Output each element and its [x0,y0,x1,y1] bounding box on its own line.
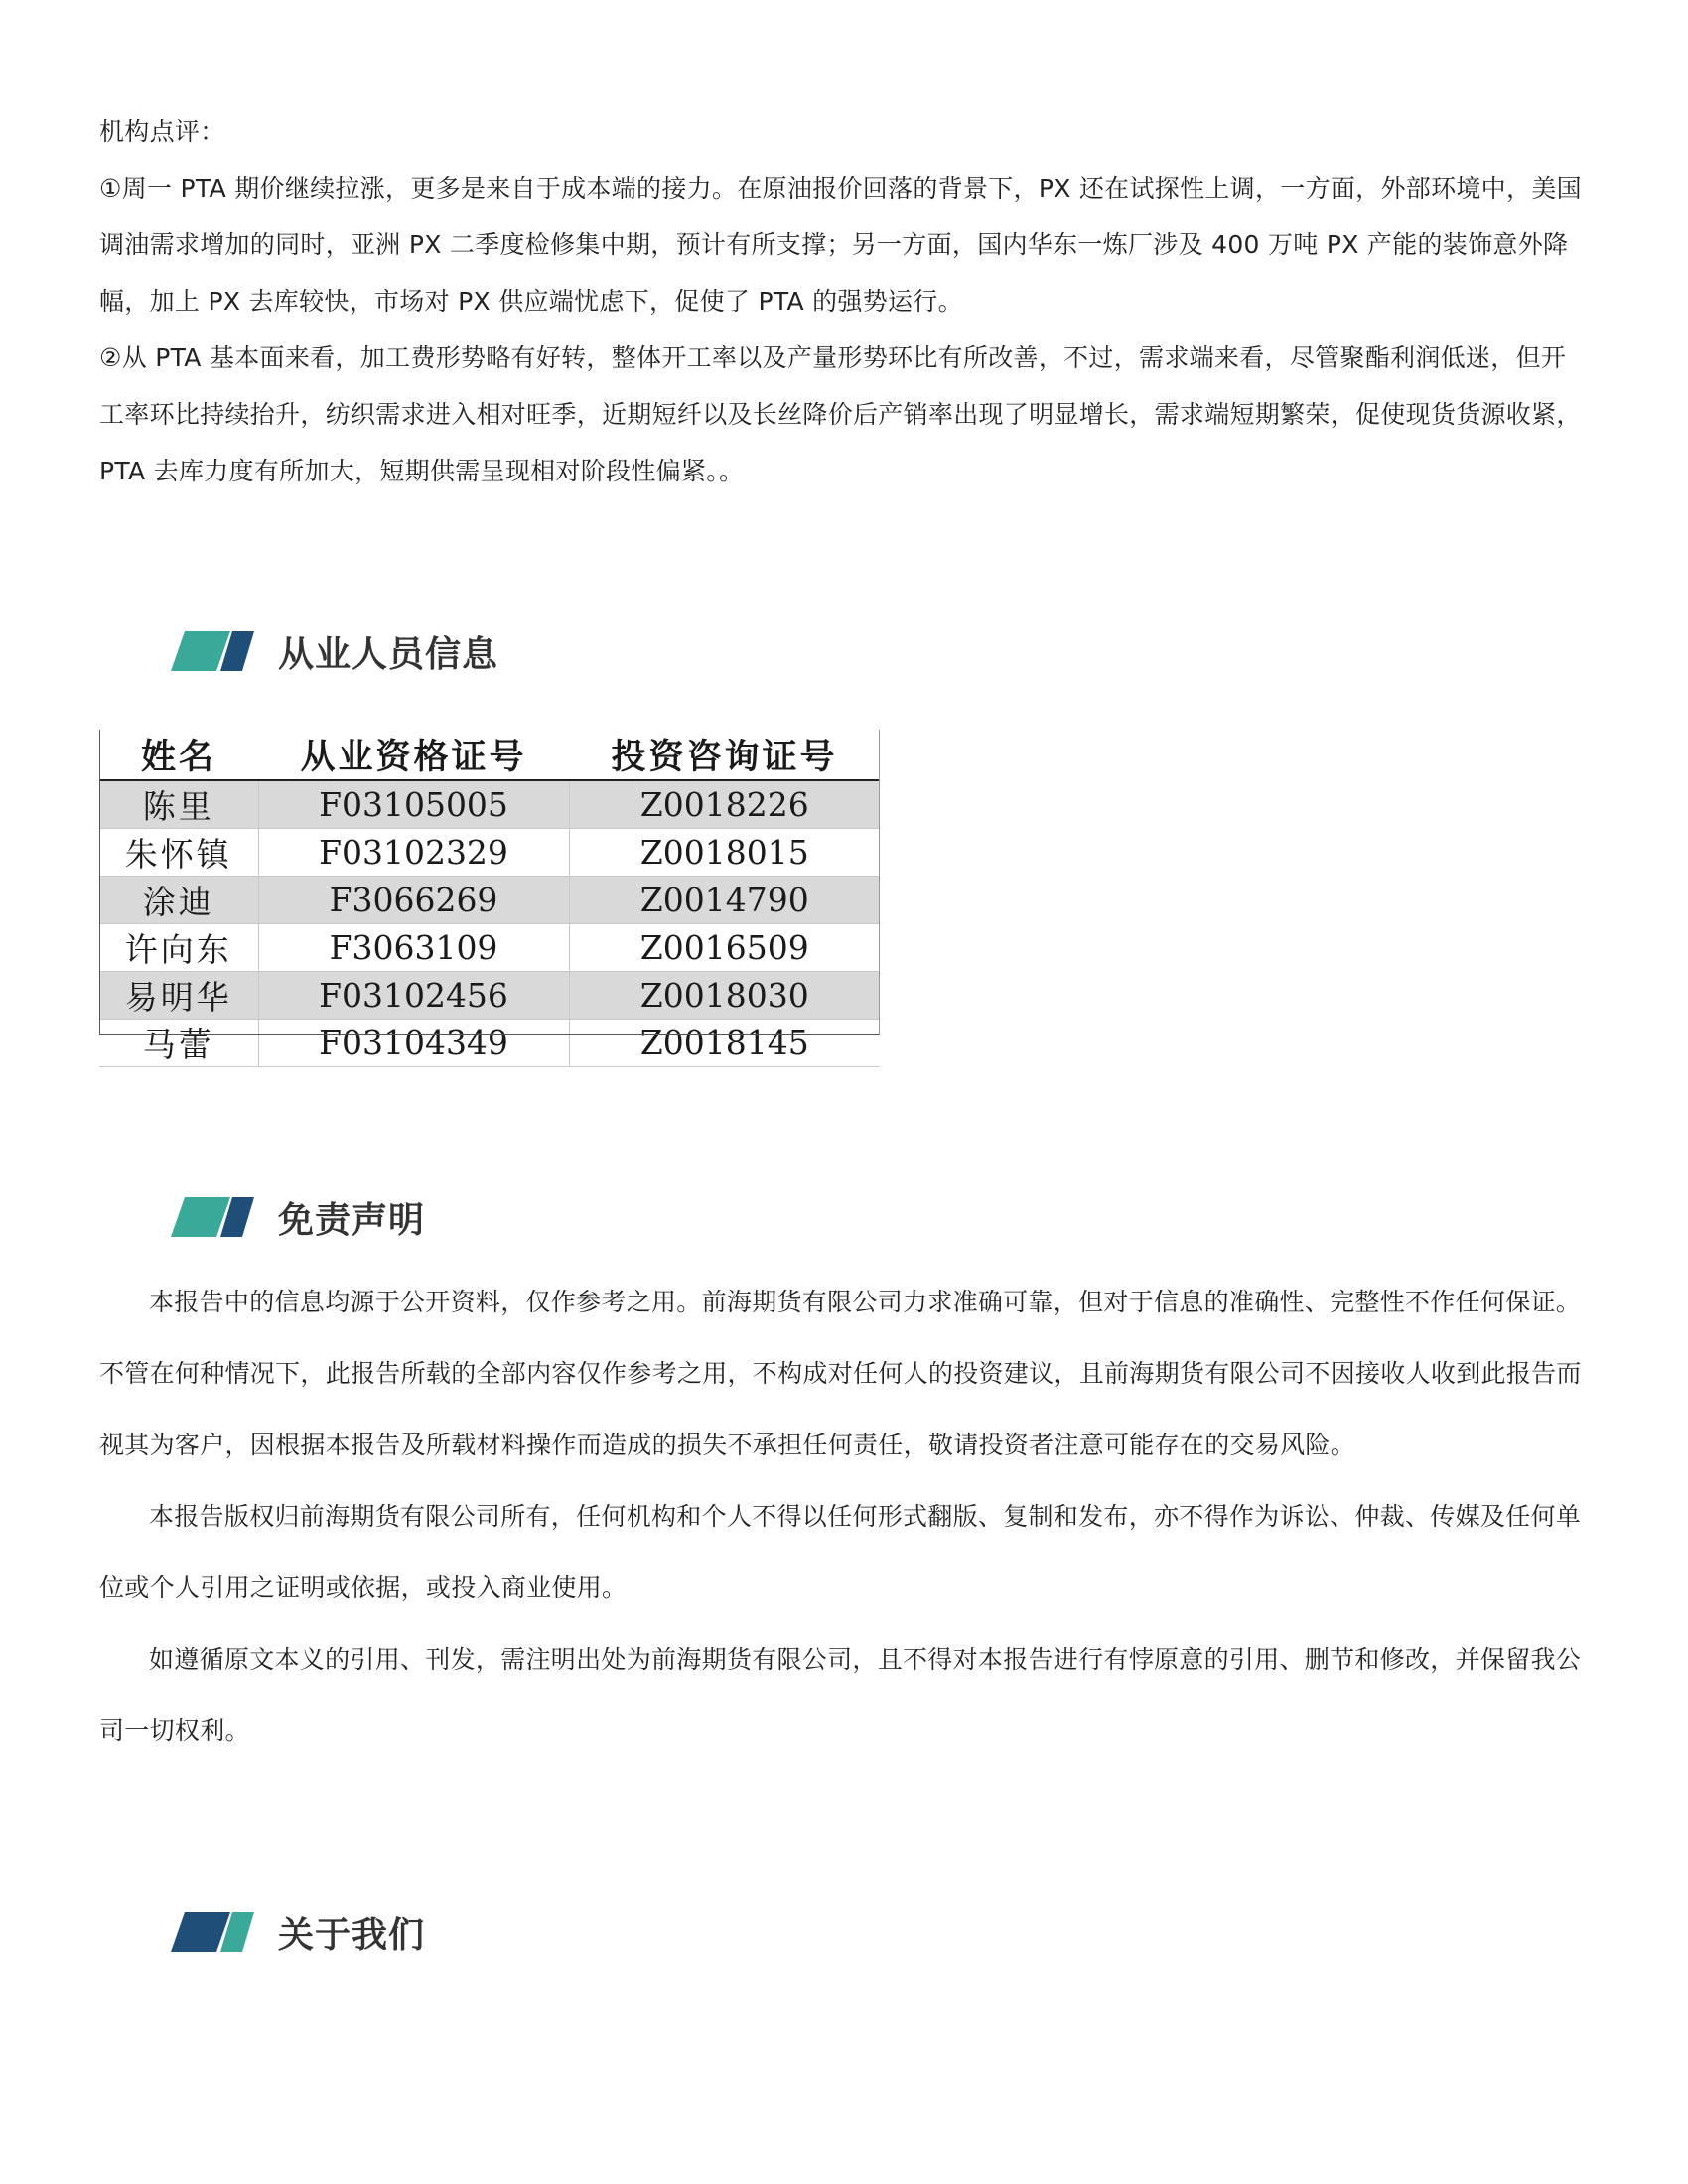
cell-qualification-no: F03102456 [258,972,569,1020]
cell-name: 许向东 [99,924,258,972]
table-row [99,924,880,972]
disclaimer-paragraph-3: 如遵循原文本义的引用、刊发，需注明出处为前海期货有限公司，且不得对本报告进行有悖原意的引用、删节和修改，并保留我公司一切权利。 [99,1645,1582,1745]
cell-consulting-no: Z0018145 [569,1020,880,1067]
cell-consulting-no: Z0014790 [569,877,880,924]
cell-consulting-no: Z0018015 [569,829,880,877]
cell-qualification-no: F03104349 [258,1020,569,1067]
cell-qualification-no: F3063109 [258,924,569,972]
disclaimer-section-header [159,1187,425,1247]
about-section-title: 关于我们 [278,1914,426,1956]
cell-name: 陈里 [99,780,258,829]
staff-section-header [159,621,498,681]
cell-qualification-no: F3066269 [258,877,569,924]
cell-qualification-no: F03102329 [258,829,569,877]
staff-table [99,730,880,1067]
table-row [99,877,880,924]
cell-qualification-no: F03105005 [258,780,569,829]
cell-name: 涂迪 [99,877,258,924]
staff-section-title: 从业人员信息 [278,633,499,675]
section-marker-icon [159,1197,254,1237]
cell-name: 马蕾 [99,1020,258,1067]
cell-consulting-no: Z0018030 [569,972,880,1020]
commentary-heading: 机构点评： [99,117,225,146]
cell-name: 朱怀镇 [99,829,258,877]
disclaimer-paragraph-2: 本报告版权归前海期货有限公司所有，任何机构和个人不得以任何形式翻版、复制和发布，亦不得作为诉讼、仲裁、传媒及任何单位或个人引用之证明或依据，或投入商业使用。 [99,1502,1582,1602]
section-marker-icon [159,1912,254,1952]
about-section-header [159,1902,425,1962]
table-header-row [99,730,880,780]
table-row [99,1020,880,1067]
cell-consulting-no: Z0016509 [569,924,880,972]
disclaimer-section-title: 免责声明 [278,1199,426,1241]
commentary-paragraph-2: ②从 PTA 基本面来看，加工费形势略有好转，整体开工率以及产量形势环比有所改善，不过，需求端来看，尽管聚酯利润低迷，但开工率环比持续抬升，纺织需求进入相对旺季，近期短纤以及长丝降价后产销率出现了明显增长，需求端短期繁荣，促使现货货源收紧，PTA 去库力度有所加大，短期供需呈现相对阶段性偏紧。。 [99,343,1582,485]
cell-consulting-no: Z0018226 [569,780,880,829]
table-row [99,829,880,877]
commentary-paragraph-1: ①周一 PTA 期价继续拉涨，更多是来自于成本端的接力。在原油报价回落的背景下，PX 还在试探性上调，一方面，外部环境中，美国调油需求增加的同时，亚洲 PX 二季度检修集中期，预计有所支撑；另一方面，国内华东一炼厂涉及 400 万吨 PX 产能的装饰意外降幅，加上 PX 去库较快，市场对 PX 供应端忧虑下，促使了 PTA 的强势运行。 [99,174,1582,316]
commentary [99,103,1589,499]
disclaimer-text [99,1267,1589,1767]
disclaimer-paragraph-1: 本报告中的信息均源于公开资料，仅作参考之用。前海期货有限公司力求准确可靠，但对于信息的准确性、完整性不作任何保证。不管在何种情况下，此报告所载的全部内容仅作参考之用，不构成对任何人的投资建议，且前海期货有限公司不因接收人收到此报告而视其为客户，因根据本报告及所载材料操作而造成的损失不承担任何责任，敬请投资者注意可能存在的交易风险。 [99,1288,1582,1459]
header-qualification-no: 从业资格证号 [258,730,569,780]
table-row [99,780,880,829]
section-marker-icon [159,631,254,671]
cell-name: 易明华 [99,972,258,1020]
header-name: 姓名 [99,730,258,780]
table-row [99,972,880,1020]
header-consulting-no: 投资咨询证号 [569,730,880,780]
